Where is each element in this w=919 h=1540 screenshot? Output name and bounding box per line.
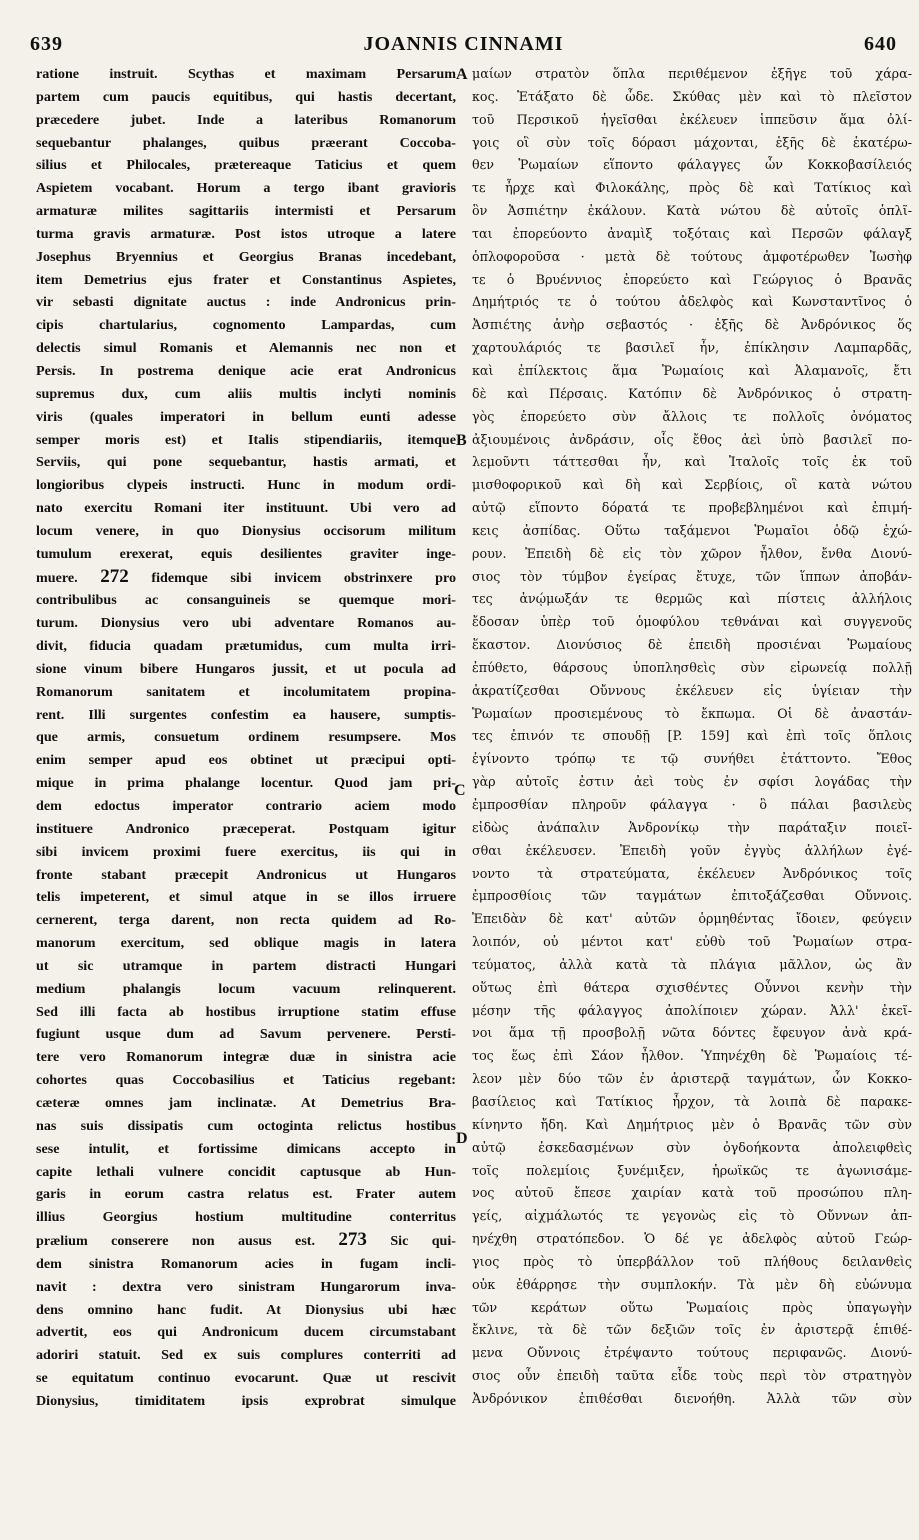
latin-text-line: armaturæ milites sagittariis intermisti et Persarum — [36, 203, 456, 220]
greek-text-line: τες ἐπινόν τε σπουδῇ [P. 159] καὶ ἐπὶ τοῖς ὅπλοις — [472, 728, 912, 744]
greek-text-line: τες ἀνῴμωξάν τε θερμῶς καὶ πίστεις ἀλλήλοις — [472, 591, 912, 607]
latin-column — [36, 63, 456, 1413]
latin-text-line: partem cum paucis equitibus, qui hastis decertant, — [36, 88, 456, 105]
latin-text-line: fronte stabant præcepit Andronicus ut Hungaros — [36, 866, 456, 883]
latin-text-line: locum venere, in quo Dionysius occisorum militum — [36, 522, 456, 539]
latin-text-line: cipis chartularius, cognomento Lampardas, cum — [36, 317, 456, 334]
greek-text-line: γιος πρὸς τὸ ὑπερβάλλον τοῦ πλήθους δειλανθεὶς — [472, 1253, 912, 1269]
greek-text-line: γὸς ἐπορεύετο σὺν ἄλλοις τε πολλοῖς ὀνόματος — [472, 408, 912, 424]
latin-text-line: longioribus clypeis instructi. Hunc in modum ordi- — [36, 477, 456, 494]
latin-text-line: Josephus Bryennius et Georgius Branas incedebant, — [36, 248, 456, 265]
greek-text-line: γείς, αἰχμάλωτός τε γεγονὼς εἰς τὸ Οὔννων ἀπ- — [472, 1208, 912, 1224]
greek-text-line: τοῦ Περσικοῦ ἡγεῖσθαι ἐκέλευεν ἱππεῦσιν ἅμα ὀλί- — [472, 111, 912, 127]
latin-text-line: silius et Philocales, prætereaque Taticius et quem — [36, 157, 456, 174]
latin-text-line: semper moris est) et Italis stipendiariis, itemque — [36, 431, 456, 448]
latin-text-line: Dionysius, timiditatem ipsis exprobrat simulque — [36, 1392, 456, 1409]
greek-text-line: δὲ καὶ Πέρσαις. Κατόπιν δὲ Ἀνδρόνικος ὁ στρατη- — [472, 385, 912, 401]
latin-text-line: cæteræ omnes jam inclinatæ. At Demetrius Bra- — [36, 1094, 456, 1111]
greek-text-line: ἔδοσαν ὑπὲρ τοῦ ὁμοφύλου τεθνάναι καὶ συγγενοῦς — [472, 614, 912, 630]
latin-text-line: item Demetrius ejus frater et Constantinus Aspietes, — [36, 271, 456, 288]
latin-text-line: contribulibus ac consanguineis se quemque mori- — [36, 592, 456, 609]
greek-text-line: κίνηντο ἤδη. Καὶ Δημήτριος μὲν ὁ Βρανᾶς τῶν σὺν — [472, 1116, 912, 1132]
latin-text-line: cernerent, terga darent, non recta quidem ad Ro- — [36, 912, 456, 929]
greek-text-line: σθαι ἐκέλευσεν. Ἐπειδὴ γοῦν ἐγγὺς ἀλλήλων ἐγέ- — [472, 842, 912, 858]
greek-text-line: χαρτουλάριός τε βασιλεῖ ἦν, ἐπίκλησιν Λαμπαρδᾶς, — [472, 340, 912, 356]
greek-text-line: ρουν. Ἐπειδὴ δὲ εἰς τὸν χῶρον ἦλθον, ἔνθα Διονύ- — [472, 545, 912, 561]
greek-text-line: ται ἐπορεύοντο ἀναμὶξ τοξόταις καὶ Περσῶν φάλαγξ — [472, 225, 912, 241]
latin-text-line: Serviis, qui pone sequebantur, hastis armati, et — [36, 454, 456, 471]
latin-text-line: ratione instruit. Scythas et maximam Persarum — [36, 66, 456, 82]
latin-text-line: adoriri statuit. Sed ex suis complures conterriti ad — [36, 1347, 456, 1364]
greek-text-line: ἔκλινε, τὰ δὲ τῶν δεξιῶν τοῖς ἐν ἀριστερᾷ ἐπιθέ- — [472, 1322, 912, 1338]
latin-text-line: divit, fiducia quadam prætumidus, cum multa irri- — [36, 638, 456, 655]
greek-text-line: σιος οὖν ἐπειδὴ ταῦτα εἶδε τοὺς περὶ τὸν στρατηγὸν — [472, 1368, 912, 1384]
latin-text-line: sione vinum bibere Hungaros jussit, et ut pocula ad — [36, 660, 456, 677]
greek-text-line: αὐτῷ ἐσκεδασμένων σὺν ὀγδοήκοντα ἀπολειφθεὶς — [472, 1139, 912, 1155]
greek-text-line: ὁπλοφοροῦσα · μετὰ δὲ τούτους ἀμφοτέρωθεν Ἰωσὴφ — [472, 248, 912, 264]
section-number: 272 — [100, 565, 129, 587]
latin-text-line: nas suis dissipatis cum octoginta relictus hostibus — [36, 1117, 456, 1134]
right-page-number: 640 — [863, 32, 897, 55]
greek-text-line: ἐμπροσθίοις τῶν ταγμάτων ἐπιτοξάζεσθαι Οὔννοις. — [472, 888, 912, 904]
greek-text-line: Ἐπειδὰν δὲ κατ' αὐτῶν ὁρμηθέντας ἴδοιεν, φεύγειν — [472, 911, 912, 927]
running-header — [30, 28, 897, 60]
latin-text-line: que armis, consuetum ordinem resumpsere. Mos — [36, 729, 456, 746]
greek-text-line: ὃν Ἀσπιέτην ἐκάλουν. Κατὰ νώτου δὲ αὐτοῖς ὁπλῖ- — [472, 203, 912, 219]
latin-text-line: garis in eorum castra relatus est. Frater autem — [36, 1186, 456, 1203]
greek-text-line: ἐγίνοντο τρόπῳ τε τῷ συνήθει ἐτάττοντο. Ἔθος — [472, 751, 912, 767]
greek-text-line: τε ὁ Βρυέννιος ἐπορεύετο καὶ Γεώργιος ὁ Βρανᾶς — [472, 271, 912, 287]
greek-text-line: μισθοφορικοῦ καὶ δὴ καὶ Σερβίοις, οἳ κατὰ νώτου — [472, 477, 912, 493]
greek-text-line: νοντο τὰ στρατεύματα, ἐκέλευεν Ἀνδρόνικος τοῖς — [472, 865, 912, 881]
latin-text-line: tere vero Romanorum integræ duæ in sinistra acie — [36, 1049, 456, 1066]
latin-text-line: se equitatum continuo evocarunt. Quæ ut rescivit — [36, 1370, 456, 1387]
latin-text-line: instituere Andronico præceperat. Postquam igitur — [36, 820, 456, 837]
greek-text-line: μενα Οὔννοις ἐτρέψαντο τούτους περιφανῶς. Διονύ- — [472, 1345, 912, 1361]
section-number: 273 — [338, 1229, 367, 1251]
greek-text-line: κος. Ἐτάξατο δὲ ὧδε. Σκύθας μὲν καὶ τὸ πλεῖστον — [472, 88, 912, 104]
latin-text-line: medium phalangis locum vacuum relinquerent. — [36, 980, 456, 997]
latin-text-line: muere. 272 fidemque sibi invicem obstrinxere pro — [36, 565, 456, 587]
margin-marker-d: D — [456, 1130, 468, 1147]
greek-text-line: γοις οἳ σὺν τοῖς δόρασι μάχονται, ἑξῆς δὲ ἑκατέρω- — [472, 134, 912, 150]
latin-text-line: fugiunt usque dum ad Savum pervenere. Persti- — [36, 1026, 456, 1043]
latin-text-line: sequebantur phalanges, quibus præerant Coccoba- — [36, 134, 456, 151]
latin-text-line: ut sic utramque in partem distracti Hungari — [36, 957, 456, 974]
latin-text-line: rent. Illi surgentes confestim ea hausere, sumptis- — [36, 706, 456, 723]
latin-text-line: sese intulit, et fortissime dimicans accepto in — [36, 1140, 456, 1157]
greek-text-line: μέσην τῆς φάλαγγος ἀπολίποιεν χώραν. Ἀλλ' ἐκεῖ- — [472, 1002, 912, 1018]
margin-marker-b: B — [456, 432, 467, 449]
greek-text-line: ἐπύθετο, θάρσους ὑποπλησθεὶς σὺν εἰρωνείᾳ πολλῇ — [472, 659, 912, 675]
greek-text-line: τος ἕως ἐπὶ Σάον ἦλθον. Ὑπηνέχθη δὲ Ῥωμαίοις τέ- — [472, 1048, 912, 1064]
latin-text-line: mique in prima phalange locentur. Quod jam pri- — [36, 775, 456, 792]
greek-text-line: θεν Ῥωμαίων εἵποντο φάλαγγες ὧν Κοκκοβασίλειός — [472, 157, 912, 173]
greek-text-line: Ῥωμαίων προσιεμένους τὸ ἔκπωμα. Οἱ δὲ ἀναστάν- — [472, 705, 912, 721]
latin-text-line: illius Georgius hostium multitudine conterritus — [36, 1209, 456, 1226]
greek-text-line: νος αὐτοῦ ἔπεσε χαιρίαν κατὰ τοῦ προσώπου πλη- — [472, 1185, 912, 1201]
greek-text-line: ηνέχθη στρατόπεδον. Ὁ δέ γε ἀδελφὸς αὐτοῦ Γεώρ- — [472, 1231, 912, 1247]
greek-text-line: τοῖς πολεμίοις ξυνέμιξεν, ἡρωϊκῶς τε ἀγωνισάμε- — [472, 1162, 912, 1178]
latin-text-line: turum. Dionysius vero ubi adventare Romanos au- — [36, 615, 456, 632]
greek-text-line: ἐμπροσθίαν πληροῦν φάλαγγα · ὃ πάλαι βασιλεὺς — [472, 797, 912, 812]
latin-text-line: Aspietem vocabant. Horum a tergo ibant gravioris — [36, 180, 456, 197]
latin-text-line: tumulum erexerat, equis desilientes graviter inge- — [36, 545, 456, 562]
greek-text-line: τῶν κεράτων οὕτω Ῥωμαίοις πρὸς ὑπαγωγὴν — [472, 1299, 912, 1315]
margin-marker-c: C — [454, 782, 466, 799]
greek-text-line: σιος τὸν τύμβον ἐγείρας ἔτυχε, τῶν ἵππων ἀποβάν- — [472, 568, 912, 584]
greek-column — [472, 63, 912, 1411]
greek-text-line: λεμοῦντι τάττεσθαι ἦν, καὶ Ἰταλοῖς τοῖς ἐκ τοῦ — [472, 454, 912, 470]
latin-text-line: capite lethali vulnere concidit captusque ab Hun- — [36, 1163, 456, 1180]
latin-text-line: turma gravis armaturæ. Post istos utroque a latere — [36, 225, 456, 242]
latin-text-line: dens omnino hanc fudit. At Dionysius ubi hæc — [36, 1301, 456, 1318]
latin-text-line: Persis. In postrema denique acie erat Andronicus — [36, 362, 456, 379]
greek-text-line: ἀκρατίζεσθαι Οὔννους ἐκέλευεν εἰς ὑγίειαν τὴν — [472, 682, 912, 698]
latin-text-line: nato exercitu Romani iter instituunt. Ubi vero ad — [36, 500, 456, 517]
greek-text-line: Ἀσπιέτης ἀνὴρ σεβαστός · ἑξῆς δὲ Ἀνδρόνικος ὅς — [472, 317, 912, 333]
greek-text-line: εἰδὼς ἀνάπαλιν Ἀνδρονίκῳ τὴν παράταξιν ποιεῖ- — [472, 819, 912, 835]
latin-text-line: Sed illi facta ab hostibus irruptione statim effuse — [36, 1003, 456, 1020]
greek-text-line: Δημήτριός τε ὁ τούτου ἀδελφὸς καὶ Κωνσταντῖνος ὁ — [472, 294, 912, 310]
latin-text-line: supremus dux, cum aliis multis inclyti nominis — [36, 385, 456, 402]
greek-text-line: λοιπόν, οὐ μέντοι κατ' εὐθὺ τοῦ Ῥωμαίων στρα- — [472, 934, 912, 950]
latin-text-line: navit : dextra vero sinistram Hungarorum inva- — [36, 1278, 456, 1295]
latin-text-line: viris (quales imperatori in bellum eunti adesse — [36, 408, 456, 425]
greek-text-line: λεον μὲν δύο τῶν ἐν ἀριστερᾷ ταγμάτων, ὧν Κοκκο- — [472, 1071, 912, 1087]
greek-text-line: τεύματος, ἀλλὰ κατὰ τὰ πλάγια μᾶλλον, ὡς ἂν — [472, 956, 912, 972]
latin-text-line: prælium conserere non ausus est. 273 Sic qui- — [36, 1229, 457, 1251]
greek-text-line: βασίλειος καὶ Τατίκιος ἦρχον, τὰ λοιπὰ δὲ παρακε- — [472, 1093, 912, 1109]
latin-text-line: sibi invicem proximi fuere exercitus, iis qui in — [36, 843, 456, 860]
left-page-number: 639 — [30, 32, 63, 55]
latin-text-line: Romanorum sanitatem et incolumitatem propina- — [36, 683, 456, 700]
latin-text-line: enim semper apud eos obtinet ut præcipui opti- — [36, 752, 456, 769]
running-title: JOANNIS CINNAMI — [363, 32, 564, 55]
greek-text-line: μαίων στρατὸν ὅπλα περιθέμενον ἐξῆγε τοῦ χάρα- — [472, 66, 912, 81]
greek-text-line: κεις ἀσπίδας. Οὕτω ταξάμενοι Ῥωμαῖοι ὁδῷ ἐχώ- — [472, 522, 912, 538]
margin-marker-a: A — [456, 66, 468, 83]
latin-text-line: præcedere jubet. Inde a lateribus Romanorum — [36, 111, 456, 128]
greek-text-line: τε ἦρχε καὶ Φιλοκάλης, πρὸς δὲ καὶ Τατίκιος καὶ — [472, 180, 912, 196]
greek-text-line: οὕτως ἐπὶ θάτερα σχισθέντες Οὖννοι κενὴν τὴν — [472, 979, 912, 995]
greek-text-line: οὐκ ἐθάρρησε τὴν συμπλοκήν. Τὰ μὲν δὴ εὐώνυμα — [472, 1276, 912, 1292]
latin-text-line: vir sebasti dignitate auctus : inde Andronicus prin- — [36, 294, 456, 311]
greek-text-line: αὐτῷ εἵποντο δόρατά τε προβεβλημένοι καὶ ἐπιμή- — [472, 500, 912, 516]
greek-text-line: νοι ἅμα τῇ προσβολῇ νῶτα δόντες ἔφευγον ἀνὰ κρά- — [472, 1025, 912, 1041]
latin-text-line: manorum exercitum, sed oblique magis in latera — [36, 935, 456, 952]
greek-text-line: καὶ ἐπίλεκτοις ἅμα Ῥωμαίοις καὶ Ἀλαμανοῖς, ἔτι — [472, 362, 912, 378]
greek-text-line: ἕκαστον. Διονύσιος δὲ ἐπειδὴ προσιέναι Ῥωμαίους — [472, 637, 912, 653]
latin-text-line: cohortes quas Coccobasilius et Taticius regebant: — [36, 1072, 456, 1089]
greek-text-line: ἀξιουμένοις ἀνδράσιν, οἷς ἔθος ἀεὶ ὑπὸ βασιλεῖ πο- — [472, 431, 912, 447]
latin-text-line: advertit, eos qui Andronicum ducem circumstabant — [36, 1324, 456, 1341]
greek-text-line: γὰρ αὐτοῖς ἐστιν ἀεὶ τοὺς ἐν σφίσι λογάδας τὴν — [472, 774, 912, 790]
latin-text-line: telis impeterent, et simul atque in se illos irruere — [36, 889, 456, 906]
latin-text-line: dem edoctus imperator contrario aciem modo — [36, 798, 456, 814]
latin-text-line: dem sinistra Romanorum acies in fugam incli- — [36, 1255, 456, 1272]
greek-text-line: Ἀνδρόνικον ἐπιθέσθαι διενοήθη. Ἀλλὰ τῶν σὺν — [472, 1390, 912, 1406]
latin-text-line: delectis simul Romanis et Alemannis nec non et — [36, 340, 456, 357]
